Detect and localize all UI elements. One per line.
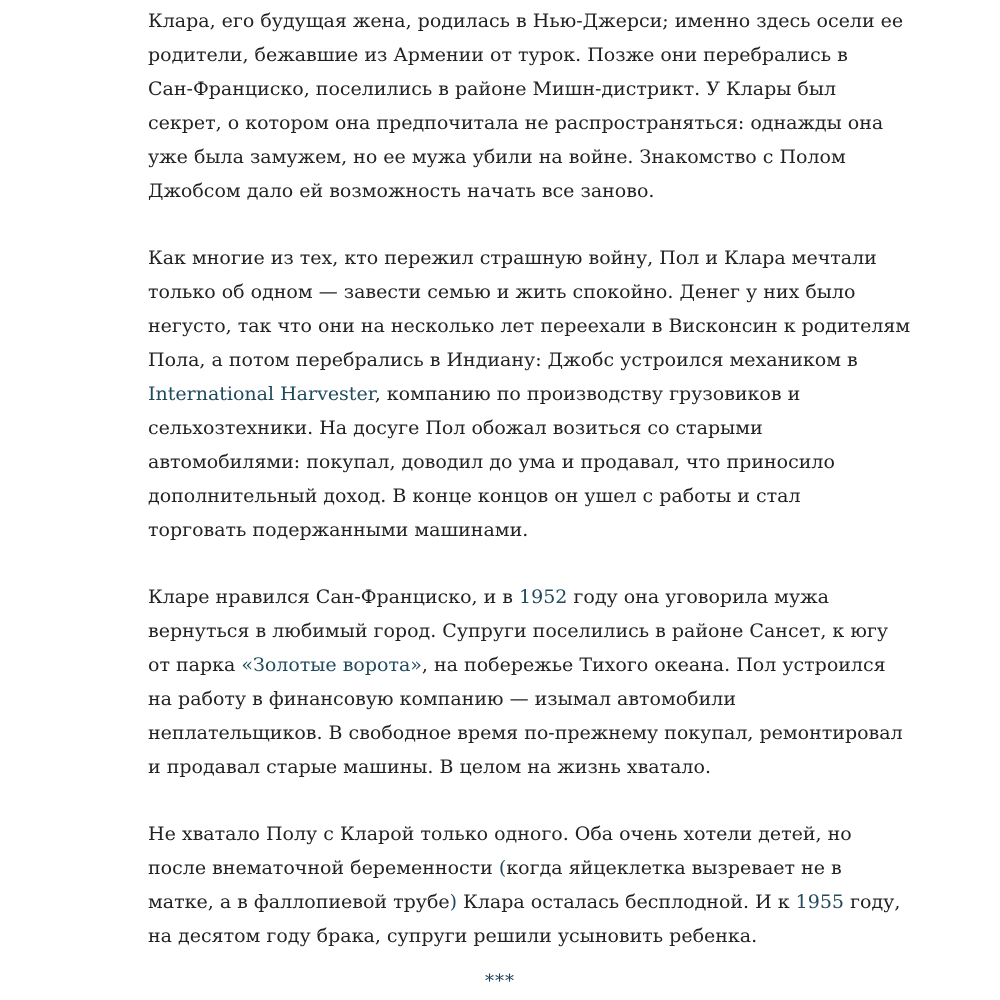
text-segment: Клара осталась бесплодной. И к <box>457 891 796 913</box>
text-line <box>148 275 868 309</box>
text-segment: торговать подержанными машинами. <box>148 519 529 541</box>
text-segment: на работу в финансовую компанию — изымал автомобили <box>148 688 737 710</box>
text-line <box>148 919 868 953</box>
text-line <box>148 885 901 919</box>
text-line <box>148 411 868 445</box>
text-line <box>148 4 904 38</box>
text-line <box>148 309 911 343</box>
highlighted-text: ) <box>449 891 458 913</box>
paragraph-2 <box>148 241 911 547</box>
text-segment: дополнительный доход. В конце концов он ушел с работы и стал <box>148 485 801 507</box>
text-segment: сельхозтехники. На досуге Пол обожал возиться со старыми <box>148 417 763 439</box>
paragraph-1 <box>148 4 904 208</box>
highlighted-text: ( <box>498 857 507 879</box>
paragraph-3 <box>148 580 903 784</box>
text-segment: от парка <box>148 654 242 676</box>
text-segment: на десятом году брака, супруги решили усыновить ребенка. <box>148 925 758 947</box>
highlighted-text: 1955 <box>795 891 845 913</box>
text-segment: секрет, о котором она предпочитала не распространяться: однажды она <box>148 112 884 134</box>
text-segment: автомобилями: покупал, доводил до ума и продавал, что приносило <box>148 451 835 473</box>
text-segment: неплательщиков. В свободное время по-прежнему покупал, ремонтировал <box>148 722 903 744</box>
highlighted-text: 1952 <box>519 586 568 608</box>
text-segment: Кларе нравился Сан-Франциско, и в <box>148 586 520 608</box>
text-line <box>148 72 868 106</box>
text-line <box>148 614 889 648</box>
text-line <box>148 174 868 208</box>
text-line <box>148 106 884 140</box>
text-segment: году, <box>844 891 901 913</box>
article-body <box>148 0 911 986</box>
text-segment: году она уговорила мужа <box>567 586 829 608</box>
text-line <box>148 648 886 682</box>
text-segment: когда яйцеклетка вызревает не в <box>506 857 842 879</box>
text-segment: негусто, так что они на несколько лет переехали в Висконсин к родителям <box>148 315 911 337</box>
text-line <box>148 580 868 614</box>
text-segment: только об одном — завести семью и жить спокойно. Денег у них было <box>148 281 856 303</box>
paragraph-4 <box>148 817 901 953</box>
text-segment: матке, а в фаллопиевой трубе <box>148 891 450 913</box>
highlighted-text: International Harvester <box>148 383 375 405</box>
text-line <box>148 445 868 479</box>
text-line <box>148 377 868 411</box>
text-segment: Клара, его будущая жена, родилась в Нью-Джерси; именно здесь осели ее <box>148 10 904 32</box>
text-line <box>148 513 868 547</box>
text-segment: Не хватало Полу с Кларой только одного. Оба очень хотели детей, но <box>148 823 852 845</box>
text-segment: уже была замужем, но ее мужа убили на войне. Знакомство с Полом <box>148 146 846 168</box>
text-line <box>148 479 868 513</box>
section-separator: *** <box>485 971 515 992</box>
text-line <box>148 682 868 716</box>
text-segment: и продавал старые машины. В целом на жизнь хватало. <box>148 756 711 778</box>
text-line <box>148 38 868 72</box>
text-line <box>148 817 868 851</box>
text-line <box>148 851 868 885</box>
text-segment: Как многие из тех, кто пережил страшную войну, Пол и Клара мечтали <box>148 247 877 269</box>
text-segment: , компанию по производству грузовиков и <box>374 383 801 405</box>
text-line <box>148 241 877 275</box>
text-segment: , на побережье Тихого океана. Пол устроился <box>421 654 886 676</box>
text-segment: Джобсом дало ей возможность начать все заново. <box>148 180 655 202</box>
text-line <box>148 750 868 784</box>
text-line <box>148 716 903 750</box>
text-segment: Пола, а потом перебрались в Индиану: Джобс устроился механиком в <box>148 349 858 371</box>
text-line <box>148 343 868 377</box>
text-segment: после внематочной беременности <box>148 857 499 879</box>
text-segment: родители, бежавшие из Армении от турок. Позже они перебрались в <box>148 44 848 66</box>
highlighted-text: «Золотые ворота» <box>241 654 422 676</box>
text-segment: вернуться в любимый город. Супруги поселились в районе Сансет, к югу <box>148 620 889 642</box>
text-segment: Сан-Франциско, поселились в районе Мишн-дистрикт. У Клары был <box>148 78 837 100</box>
text-line <box>148 140 868 174</box>
